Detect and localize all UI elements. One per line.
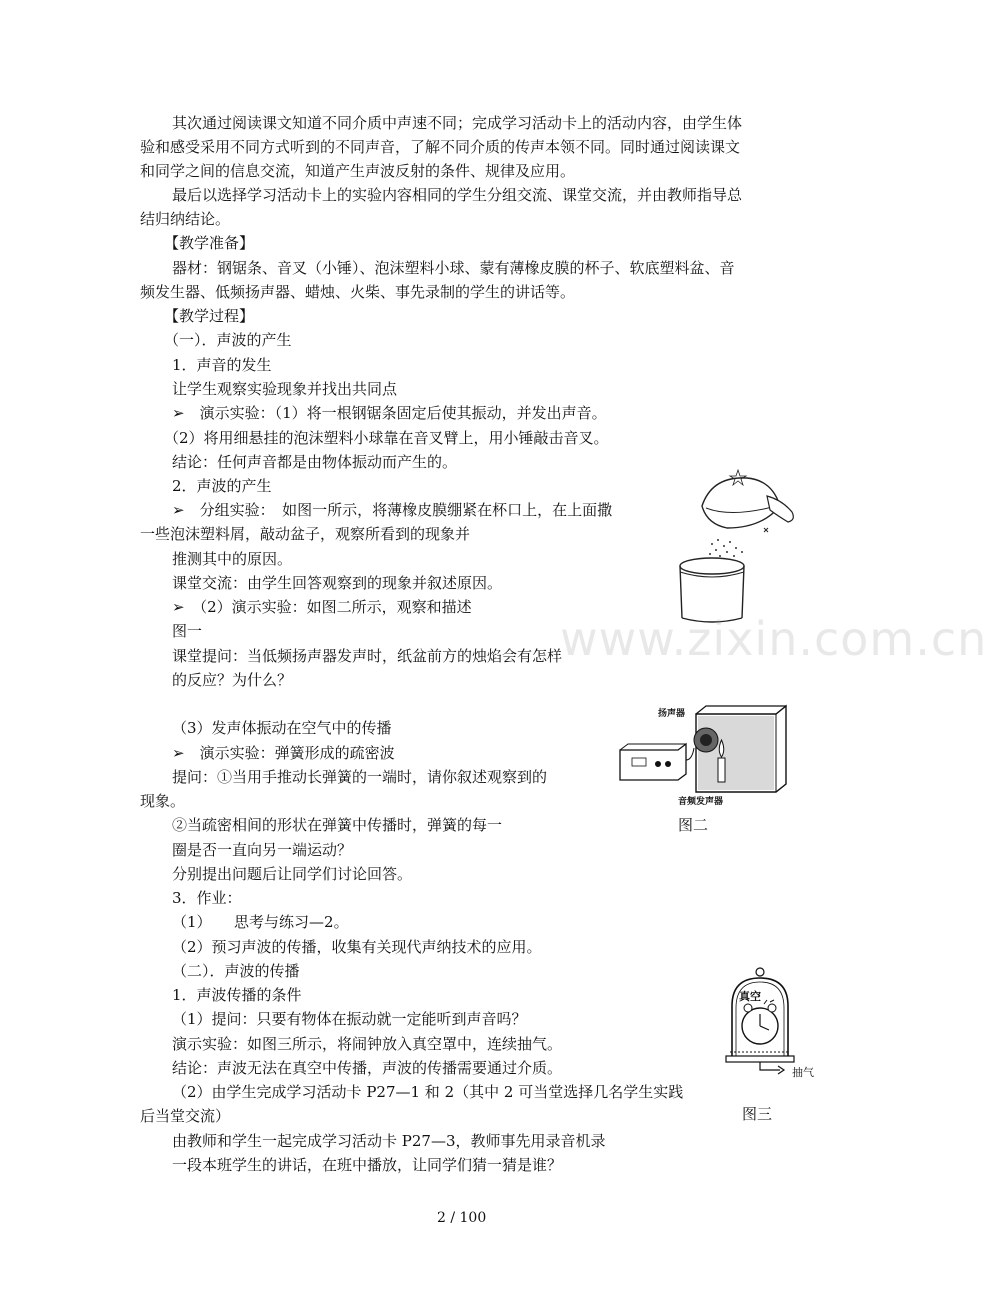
item-heading: （3）发声体振动在空气中的传播 xyxy=(172,719,392,737)
subsection-heading: （一）．声波的产生 xyxy=(164,331,292,349)
paragraph-line: ②当疏密相间的形状在弹簧中传播时，弹簧的每一 xyxy=(172,816,503,834)
paragraph-line: 最后以选择学习活动卡上的实验内容相同的学生分组交流、课堂交流，并由教师指导总 xyxy=(172,186,743,204)
paragraph-line: 器材：钢锯条、音叉（小锤）、泡沫塑料小球、蒙有薄橡皮膜的杯子、软底塑料盆、音 xyxy=(172,259,735,277)
bullet-line: ➢ 演示实验：弹簧形成的疏密波 xyxy=(172,744,395,762)
item-heading: 1．声音的发生 xyxy=(172,356,272,374)
paragraph-line: 后当堂交流） xyxy=(140,1107,231,1125)
subsection-heading: （二）．声波的传播 xyxy=(172,962,300,980)
bell-jar-icon xyxy=(722,966,832,1086)
paragraph-line: 由教师和学生一起完成学习活动卡 P27—3，教师事先用录音机录 xyxy=(172,1132,606,1150)
paragraph-line: 结归纳结论。 xyxy=(140,210,231,228)
paragraph-line: 一些泡沫塑料屑，敲动盆子，观察所看到的现象并 xyxy=(140,525,471,543)
page-number: 2 / 100 xyxy=(437,1210,487,1226)
speaker-label: 扬声器 xyxy=(658,709,686,719)
figure-1-illustration xyxy=(672,466,802,626)
paragraph-line: 和同学之间的信息交流，知道产生声波反射的条件、规律及应用。 xyxy=(140,162,576,180)
paragraph-line: 课堂交流：由学生回答观察到的现象并叙述原因。 xyxy=(172,574,503,592)
cup-membrane-icon xyxy=(672,466,802,626)
item-heading: 1．声波传播的条件 xyxy=(172,986,302,1004)
bullet-line: ➢ 分组实验： 如图一所示，将薄橡皮膜绷紧在杯口上，在上面撒 xyxy=(172,501,613,519)
paragraph-line: 频发生器、低频扬声器、蜡烛、火柴、事先录制的学生的讲话等。 xyxy=(140,283,576,301)
section-heading: 【教学过程】 xyxy=(164,307,255,325)
bullet-line: ➢ （2）演示实验：如图二所示，观察和描述 xyxy=(172,598,472,616)
paragraph-line: （1） 思考与练习—2。 xyxy=(172,913,349,931)
vacuum-label: 真空 xyxy=(739,990,761,1003)
pump-label: 抽气 xyxy=(792,1066,814,1079)
paragraph-line: （2）将用细悬挂的泡沫塑料小球靠在音叉臂上，用小锤敲击音叉。 xyxy=(164,429,609,447)
figure-2-caption: 图二 xyxy=(678,816,709,834)
section-heading: 【教学准备】 xyxy=(164,234,255,252)
figure-3-caption: 图三 xyxy=(742,1105,773,1123)
paragraph-line: 其次通过阅读课文知道不同介质中声速不同；完成学习活动卡上的活动内容，由学生体 xyxy=(172,114,743,132)
watermark: www.zixin.com.cn xyxy=(560,612,987,666)
item-heading: 2．声波的产生 xyxy=(172,477,272,495)
paragraph-line: 课堂提问：当低频扬声器发声时，纸盆前方的烛焰会有怎样 xyxy=(172,647,563,665)
bullet-line: ➢ 演示实验：（1）将一根钢锯条固定后使其振动，并发出声音。 xyxy=(172,404,607,422)
paragraph-line: （2）由学生完成学习活动卡 P27—1 和 2（其中 2 可当堂选择几名学生实践 xyxy=(172,1083,684,1101)
paragraph-line: 现象。 xyxy=(140,792,186,810)
paragraph-line: （1）提问：只要有物体在振动就一定能听到声音吗？ xyxy=(172,1010,527,1028)
paragraph-line: 结论：声波无法在真空中传播，声波的传播需要通过介质。 xyxy=(172,1059,563,1077)
item-heading: 3．作业： xyxy=(172,889,242,907)
paragraph-line: 演示实验：如图三所示，将闹钟放入真空罩中，连续抽气。 xyxy=(172,1035,563,1053)
paragraph-line: 分别提出问题后让同学们讨论回答。 xyxy=(172,865,413,883)
paragraph-line: （2）预习声波的传播，收集有关现代声纳技术的应用。 xyxy=(172,938,542,956)
generator-label: 音频发声器 xyxy=(678,797,724,807)
figure-2-illustration xyxy=(616,700,796,810)
paragraph-line: 结论：任何声音都是由物体振动而产生的。 xyxy=(172,453,458,471)
paragraph-line: 推测其中的原因。 xyxy=(172,550,293,568)
paragraph-line: 让学生观察实验现象并找出共同点 xyxy=(172,380,398,398)
paragraph-line: 的反应？为什么？ xyxy=(172,671,293,689)
paragraph-line: 提问：①当用手推动长弹簧的一端时，请你叙述观察到的 xyxy=(172,768,548,786)
paragraph-line: 圈是否一直向另一端运动？ xyxy=(172,841,353,859)
figure-3-illustration xyxy=(722,966,832,1086)
paragraph-line: 一段本班学生的讲话，在班中播放，让同学们猜一猜是谁？ xyxy=(172,1156,563,1174)
paragraph-line: 验和感受采用不同方式听到的不同声音，了解不同介质的传声本领不同。同时通过阅读课文 xyxy=(140,138,741,156)
figure-caption: 图一 xyxy=(172,622,203,640)
